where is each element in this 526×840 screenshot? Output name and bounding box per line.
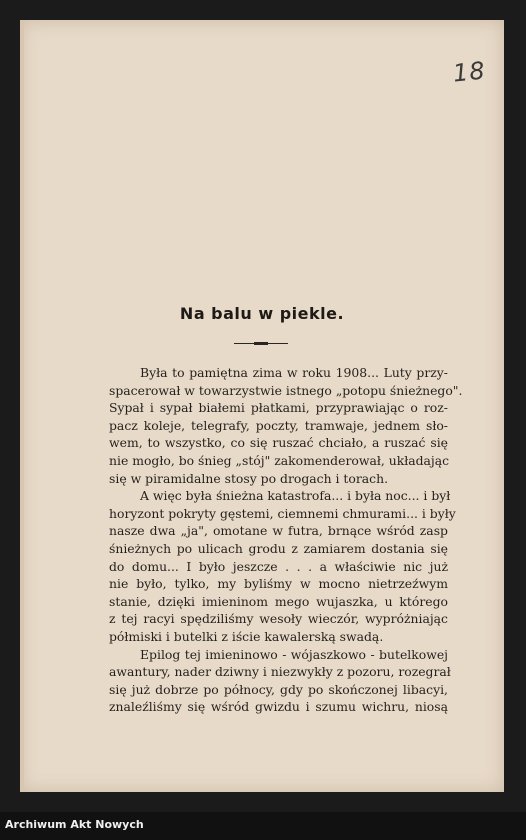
text-line: się już dobrze po północy, gdy po skończonej libacyi, xyxy=(109,681,448,697)
text-line: spacerował w towarzystwie istnego „potopu śnieżnego". xyxy=(109,382,463,398)
text-line: Sypał i sypał białemi płatkami, przyprawiając o roz- xyxy=(109,400,448,416)
document-page xyxy=(20,20,504,792)
handwritten-page-number: 18 xyxy=(451,56,487,88)
text-line: śnieżnych po ulicach grodu z zamiarem dostania się xyxy=(109,540,448,556)
text-line: nie mogło, bo śnieg „stój" zakomenderował, układając xyxy=(109,452,450,468)
text-line: Epilog tej imieninowo - wójaszkowo - butelkowej xyxy=(140,646,448,662)
text-line: pacz koleje, telegrafy, poczty, tramwaje, jednem sło- xyxy=(109,417,448,433)
text-line: stanie, dzięki imieninom mego wujaszka, u którego xyxy=(109,593,448,609)
text-line: znaleźliśmy się wśród gwizdu i szumu wichru, niosą xyxy=(109,699,448,715)
ornament-line-right xyxy=(268,343,288,344)
text-line: z tej racyi spędziliśmy wesoły wieczór, wypróżniając xyxy=(109,611,448,627)
title-ornament xyxy=(234,341,288,347)
text-line: nasze dwa „ja", omotane w futra, brnące wśród zasp xyxy=(109,523,448,539)
archive-footer-bar xyxy=(0,812,526,840)
text-line: nie było, tylko, my byliśmy w mocno nietrzeźwym xyxy=(109,576,448,592)
text-line: Była to pamiętna zima w roku 1908... Luty przy- xyxy=(140,365,448,380)
ornament-line-left xyxy=(234,343,254,344)
text-line: horyzont pokryty gęstemi, ciemnemi chmurami... i były xyxy=(109,505,456,521)
text-line: półmiski i butelki z iście kawalerską swadą. xyxy=(109,628,384,644)
text-line: A więc była śnieżna katastrofa... i była noc... i był xyxy=(140,488,451,504)
document-title: Na balu w piekle. xyxy=(179,304,345,323)
page-edge xyxy=(20,20,24,792)
archive-name: Archiwum Akt Nowych xyxy=(5,818,144,831)
text-line: awantury, nader dziwny i niezwykły z pozoru, rozegrał xyxy=(109,664,451,680)
body-text xyxy=(109,364,463,716)
text-line: do domu... I było jeszcze . . . a właściwie nic już xyxy=(109,558,448,574)
text-line: się w piramidalne stosy po drogach i torach. xyxy=(109,470,389,486)
text-line: wem, to wszystko, co się ruszać chciało, a ruszać się xyxy=(109,435,448,451)
ornament-center xyxy=(254,342,268,345)
